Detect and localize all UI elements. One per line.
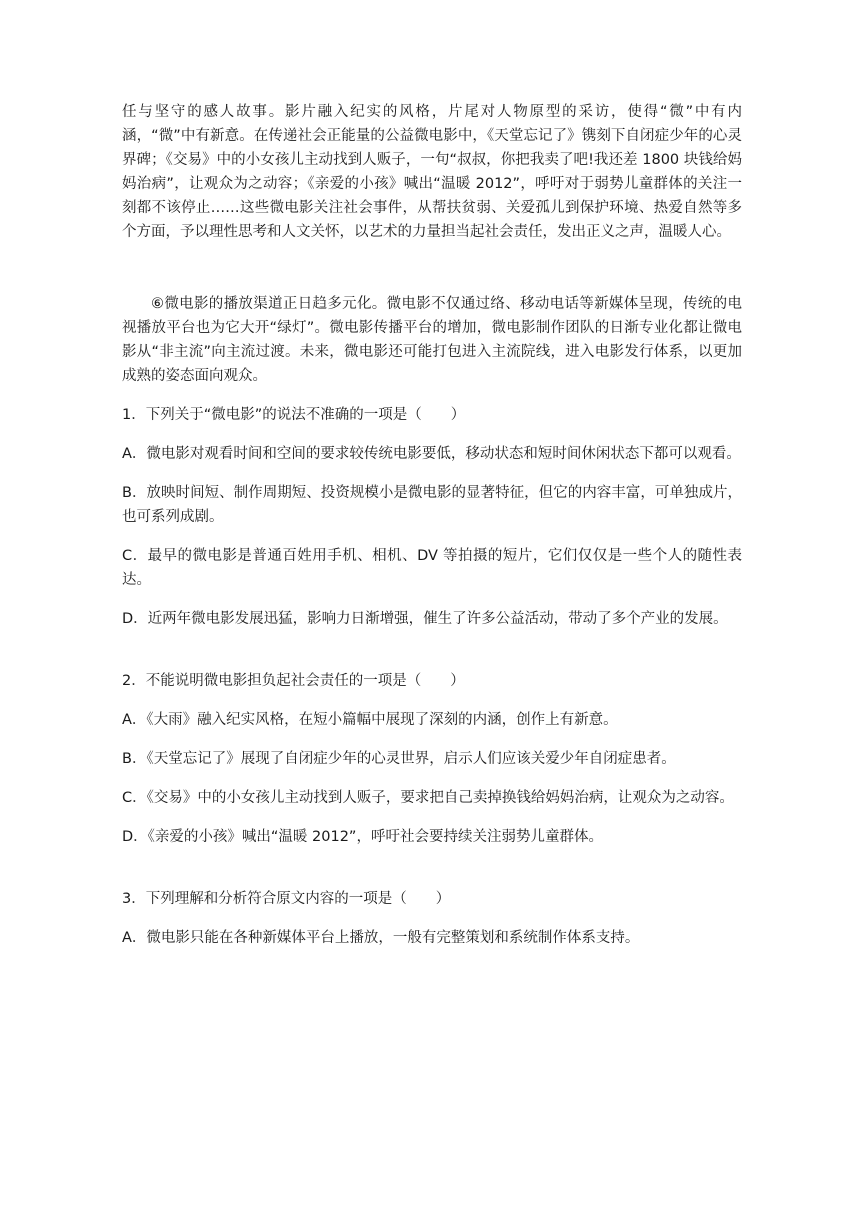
option-b: B．《天堂忘记了》展现了自闭症少年的心灵世界，启示人们应该关爱少年自闭症患者。 [122, 751, 676, 767]
option-d: D．近两年微电影发展迅猛，影响力日渐增强，催生了许多公益活动，带动了多个产业的发展。 [122, 611, 728, 627]
option-c: C．最早的微电影是普通百姓用手机、相机、DV 等拍摄的短片，它们仅仅是一些个人的随性表达。 [122, 548, 742, 588]
option-d: D．《亲爱的小孩》喊出“温暖 2012”，呼吁社会要持续关注弱势儿童群体。 [122, 829, 603, 845]
question-2 [122, 669, 742, 849]
spacer [122, 244, 742, 292]
question-stem: 2．不能说明微电影担负起社会责任的一项是（ ） [122, 673, 465, 689]
option-a: A．微电影只能在各种新媒体平台上播放，一般有完整策划和系统制作体系支持。 [122, 930, 640, 946]
passage-paragraph-6: ⑥微电影的播放渠道正日趋多元化。微电影不仅通过络、移动电话等新媒体呈现，传统的电视播放平台也为它大开“绿灯”。微电影传播平台的增加，微电影制作团队的日渐专业化都让微电影从“非主流”向主流过渡。未来，微电影还可能打包进入主流院线，进入电影发行体系，以更加成熟的姿态面向观众。 [122, 296, 742, 384]
option-b: B．放映时间短、制作周期短、投资规模小是微电影的显著特征，但它的内容丰富，可单独成片，也可系列成剧。 [122, 485, 742, 525]
question-stem: 1．下列关于“微电影”的说法不准确的一项是（ ） [122, 407, 466, 423]
document-page [122, 100, 742, 950]
passage-paragraph-tail: 任与坚守的感人故事。影片融入纪实的风格，片尾对人物原型的采访，使得“微”中有内涵，“微”中有新意。在传递社会正能量的公益微电影中，《天堂忘记了》镌刻下自闭症少年的心灵界碑；《交易》中的小女孩儿主动找到人贩子，一句“叔叔，你把我卖了吧!我还差 1800 块钱给妈妈治病”，让观众为之动容；《亲爱的小孩》喊出“温暖 2012”，呼吁对于弱势儿童群体的关注一刻都不该停止……这些微电影关注社会事件，从帮扶贫弱、关爱孤儿到保护环境、热爱自然等多个方面，予以理性思考和人文关怀，以艺术的力量担当起社会责任，发出正义之声，温暖人心。 [122, 104, 742, 240]
question-1 [122, 403, 742, 631]
question-3 [122, 887, 742, 950]
option-a: A．《大雨》融入纪实风格，在短小篇幅中展现了深刻的内涵，创作上有新意。 [122, 712, 618, 728]
option-a: A．微电影对观看时间和空间的要求较传统电影要低，移动状态和短时间休闲状态下都可以观看。 [122, 446, 741, 462]
question-stem: 3．下列理解和分析符合原文内容的一项是（ ） [122, 891, 451, 907]
option-c: C．《交易》中的小女孩儿主动找到人贩子，要求把自己卖掉换钱给妈妈治病，让观众为之动容。 [122, 790, 734, 806]
